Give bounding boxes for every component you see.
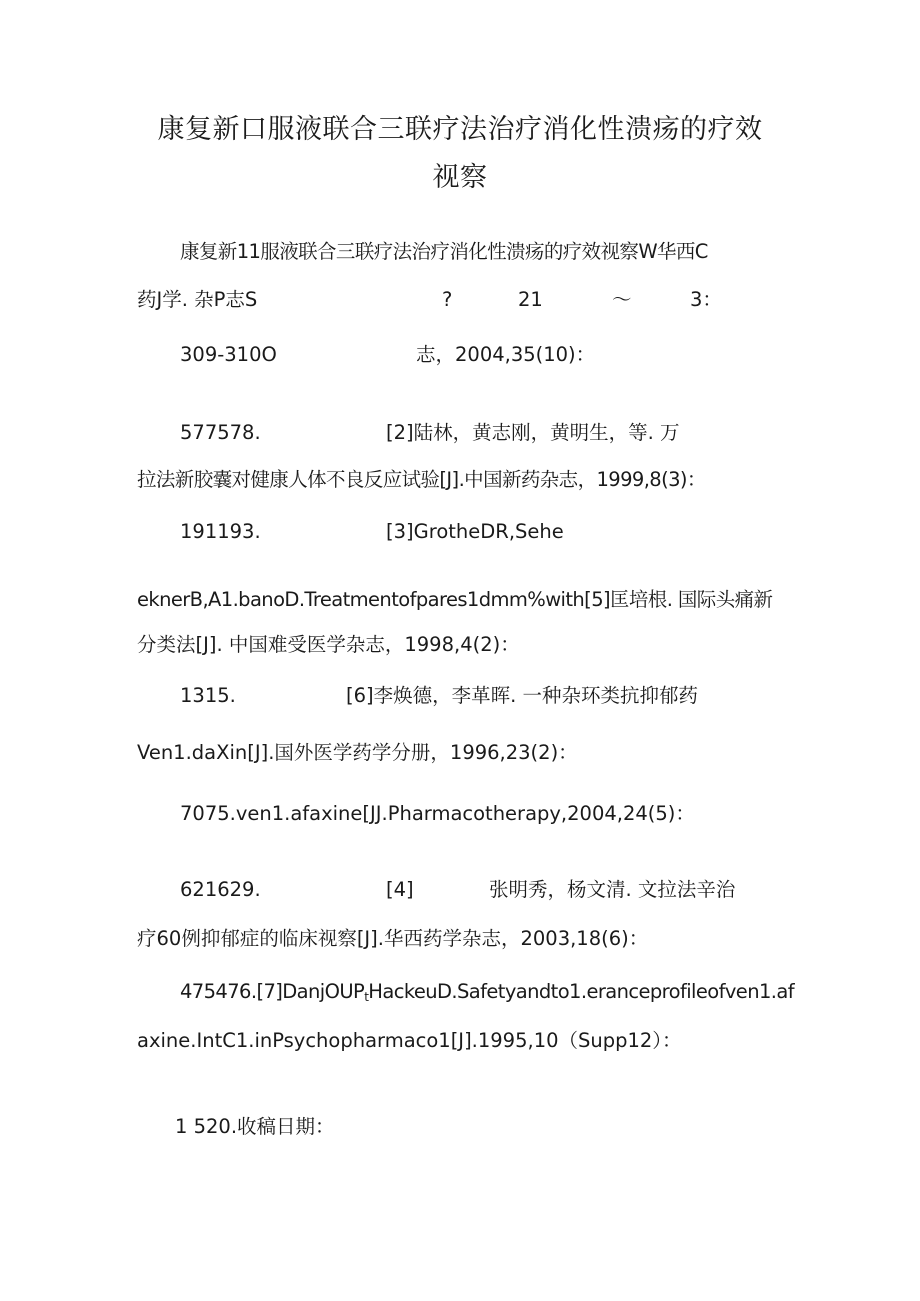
paragraph-3-line-2: 拉法新胶囊对健康人体不良反应试验[J].中国新药杂志，1999,8(3)： [137,468,706,491]
paragraph-2-b: 志，2004,35(10)： [416,343,596,366]
paragraph-3-b: [2]陆林，黄志刚，黄明生，等. 万 [386,421,680,444]
title-line-2: 视察 [432,162,488,193]
paragraph-10-line-1 [180,979,794,1010]
paragraph-4-b: [3]GrotheDR,Sehe [386,520,564,543]
paragraph-10-line-2: axine.IntC1.inPsychopharmaco1[J].1995,10（Supp12）： [137,1029,682,1052]
paragraph-1-line-1: 康复新11服液联合三联疗法治疗消化性溃疡的疗效视察W华西C [180,240,708,263]
paragraph-10-line-1-subscript: t [364,990,369,1004]
paragraph-3-a: 577578. [180,421,261,444]
paragraph-10-line-1-a: 475476.[7]DanjOUP [180,980,365,1003]
paragraph-9-line-2: 疗60例抑郁症的临床视察[J].华西药学杂志，2003,18(6)： [137,927,649,950]
paragraph-4-a: 191193. [180,520,261,543]
paragraph-8: 7075.ven1.afaxine[JJ.Pharmacotherapy,2004,24(5)： [180,802,695,825]
paragraph-6-a: 1315. [180,684,236,707]
paragraph-7: Ven1.daXin[J].国外医学药学分册，1996,23(2)： [137,741,578,764]
paragraph-1-line-2-c: 21 [518,288,543,311]
paragraph-2-a: 309-310O [180,343,277,366]
paragraph-5-line-2: 分类法[J]. 中国难受医学杂志，1998,4(2)： [137,633,520,656]
paragraph-1-line-2-d: ～ [612,288,632,311]
paragraph-9-a: 621629. [180,878,261,901]
paragraph-9-c: 张明秀，杨文清. 文拉法辛治 [489,878,736,901]
paragraph-1-line-2-a: 药J学. 杂P志S [137,288,258,311]
title-line-1: 康复新口服液联合三联疗法治疗消化性溃疡的疗效 [157,114,763,145]
paragraph-10-line-1-b: HackeuD.Safetyandto1.eranceprofileofven1.af [368,980,794,1003]
paragraph-6-b: [6]李焕德，李革晖. 一种杂环类抗抑郁药 [346,684,699,707]
paragraph-5-line-1: eknerB,A1.banoD.Treatmentofpares1dmm%with[5]匡培根. 国际头痛新 [137,588,773,611]
paragraph-9-b: [4] [386,878,414,901]
paragraph-1-line-2-e: 3： [690,288,722,311]
paragraph-1-line-2-b: ? [442,288,453,311]
paragraph-11: 1 520.收稿日期： [175,1115,335,1138]
